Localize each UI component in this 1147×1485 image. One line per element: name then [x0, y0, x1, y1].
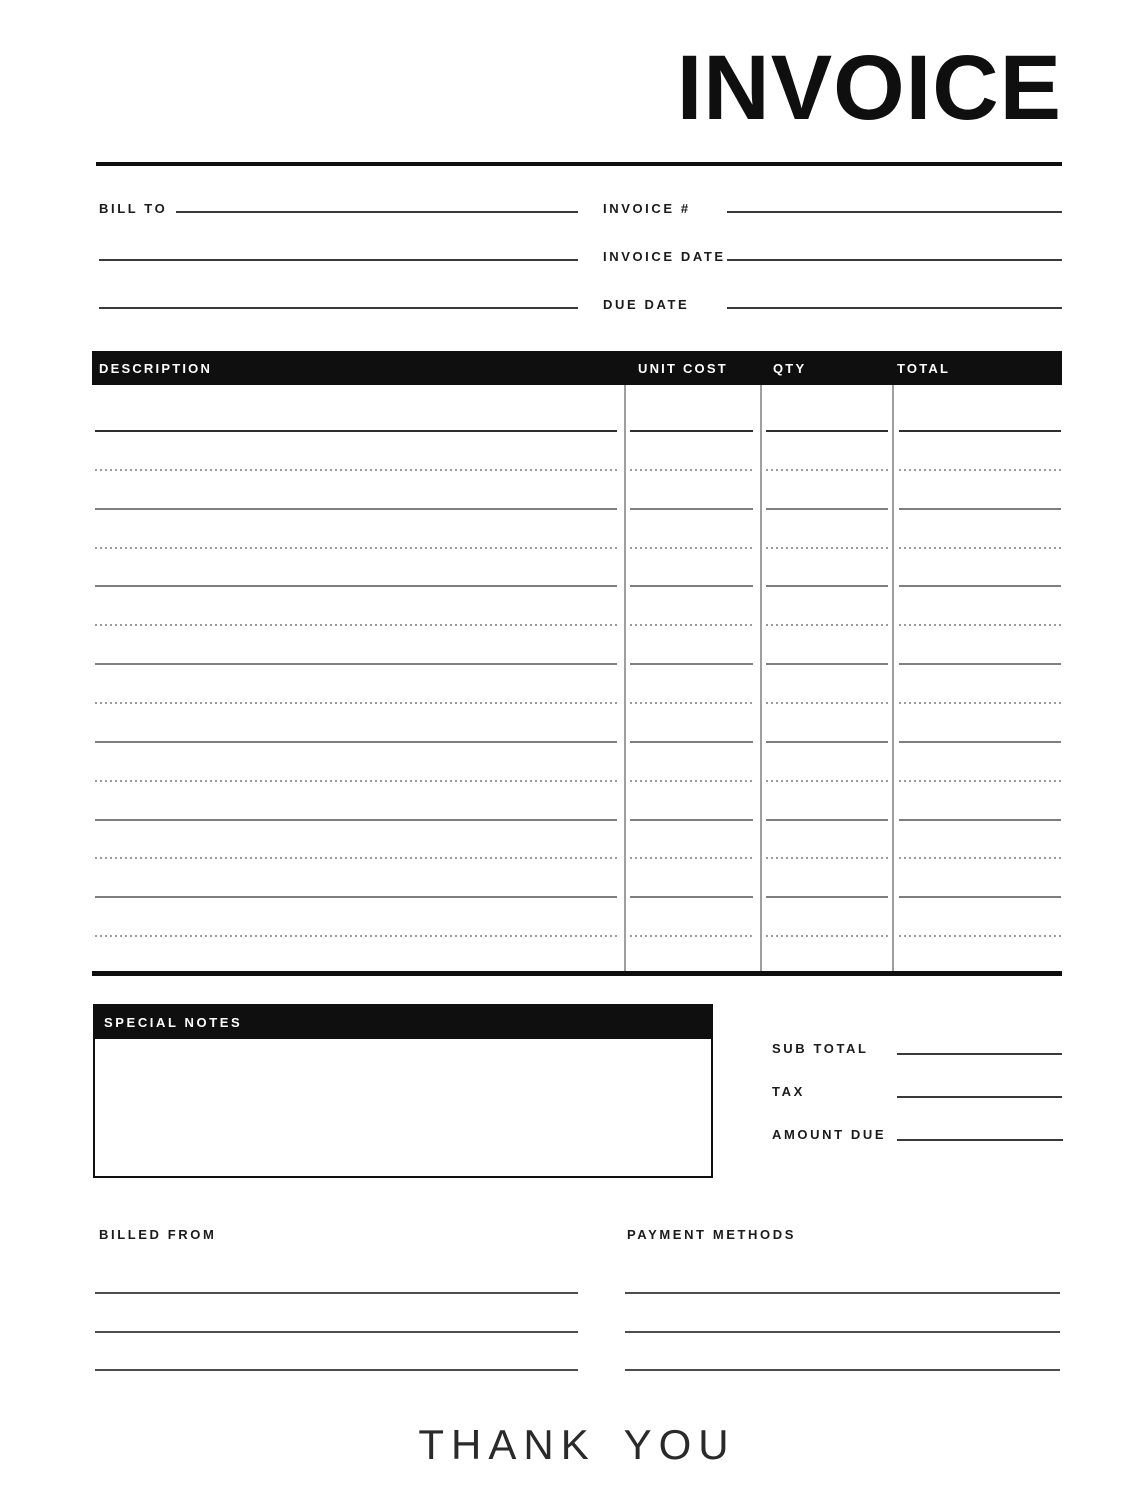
items-table-header: [92, 351, 1062, 385]
header-divider: [96, 162, 1062, 166]
due-date-line[interactable]: [727, 307, 1062, 309]
item-row-line-5[interactable]: [92, 585, 1062, 587]
thank-you-text: THANK YOU: [418, 1421, 736, 1468]
item-row-line-14[interactable]: [92, 935, 1062, 937]
item-row-line-7[interactable]: [92, 663, 1062, 665]
billed-from-label: BILLED FROM: [99, 1227, 217, 1242]
bill-to-line-2[interactable]: [99, 259, 578, 261]
invoice-number-line[interactable]: [727, 211, 1062, 213]
invoice-date-label: INVOICE DATE: [603, 249, 726, 264]
special-notes-header: [95, 1006, 711, 1039]
items-table-bottom-rule: [92, 971, 1062, 976]
payment-methods-line-3[interactable]: [625, 1369, 1060, 1371]
item-row-line-4[interactable]: [92, 547, 1062, 549]
col-header-qty: QTY: [773, 361, 807, 376]
billed-from-line-2[interactable]: [95, 1331, 578, 1333]
column-separator-2: [760, 385, 762, 971]
payment-methods-line-2[interactable]: [625, 1331, 1060, 1333]
special-notes-input[interactable]: [95, 1039, 711, 1176]
item-row-line-8[interactable]: [92, 702, 1062, 704]
bill-to-line-3[interactable]: [99, 307, 578, 309]
item-row-line-1[interactable]: [92, 430, 1062, 432]
item-row-line-11[interactable]: [92, 819, 1062, 821]
billed-from-line-1[interactable]: [95, 1292, 578, 1294]
billed-from-line-3[interactable]: [95, 1369, 578, 1371]
item-row-line-9[interactable]: [92, 741, 1062, 743]
item-row-line-3[interactable]: [92, 508, 1062, 510]
payment-methods-label: PAYMENT METHODS: [627, 1227, 797, 1242]
amount-due-label: AMOUNT DUE: [772, 1127, 887, 1142]
due-date-label: DUE DATE: [603, 297, 690, 312]
bill-to-line-1[interactable]: [176, 211, 578, 213]
special-notes-label: SPECIAL NOTES: [104, 1015, 243, 1030]
col-header-description: DESCRIPTION: [99, 361, 213, 376]
item-row-line-2[interactable]: [92, 469, 1062, 471]
bill-to-label: BILL TO: [99, 201, 168, 216]
column-separator-3: [892, 385, 894, 971]
amount-due-line[interactable]: [897, 1139, 1063, 1141]
col-header-total: TOTAL: [897, 361, 951, 376]
tax-line[interactable]: [897, 1096, 1062, 1098]
item-row-line-12[interactable]: [92, 857, 1062, 859]
item-row-line-6[interactable]: [92, 624, 1062, 626]
column-separator-1: [624, 385, 626, 971]
item-row-line-10[interactable]: [92, 780, 1062, 782]
items-table-body: [92, 385, 1062, 971]
tax-label: TAX: [772, 1084, 805, 1099]
page-title: INVOICE: [676, 37, 1062, 139]
col-header-unit-cost: UNIT COST: [638, 361, 728, 376]
special-notes-section: [93, 1004, 713, 1178]
payment-methods-line-1[interactable]: [625, 1292, 1060, 1294]
sub-total-line[interactable]: [897, 1053, 1062, 1055]
sub-total-label: SUB TOTAL: [772, 1041, 869, 1056]
invoice-number-label: INVOICE #: [603, 201, 691, 216]
invoice-date-line[interactable]: [727, 259, 1062, 261]
item-row-line-13[interactable]: [92, 896, 1062, 898]
